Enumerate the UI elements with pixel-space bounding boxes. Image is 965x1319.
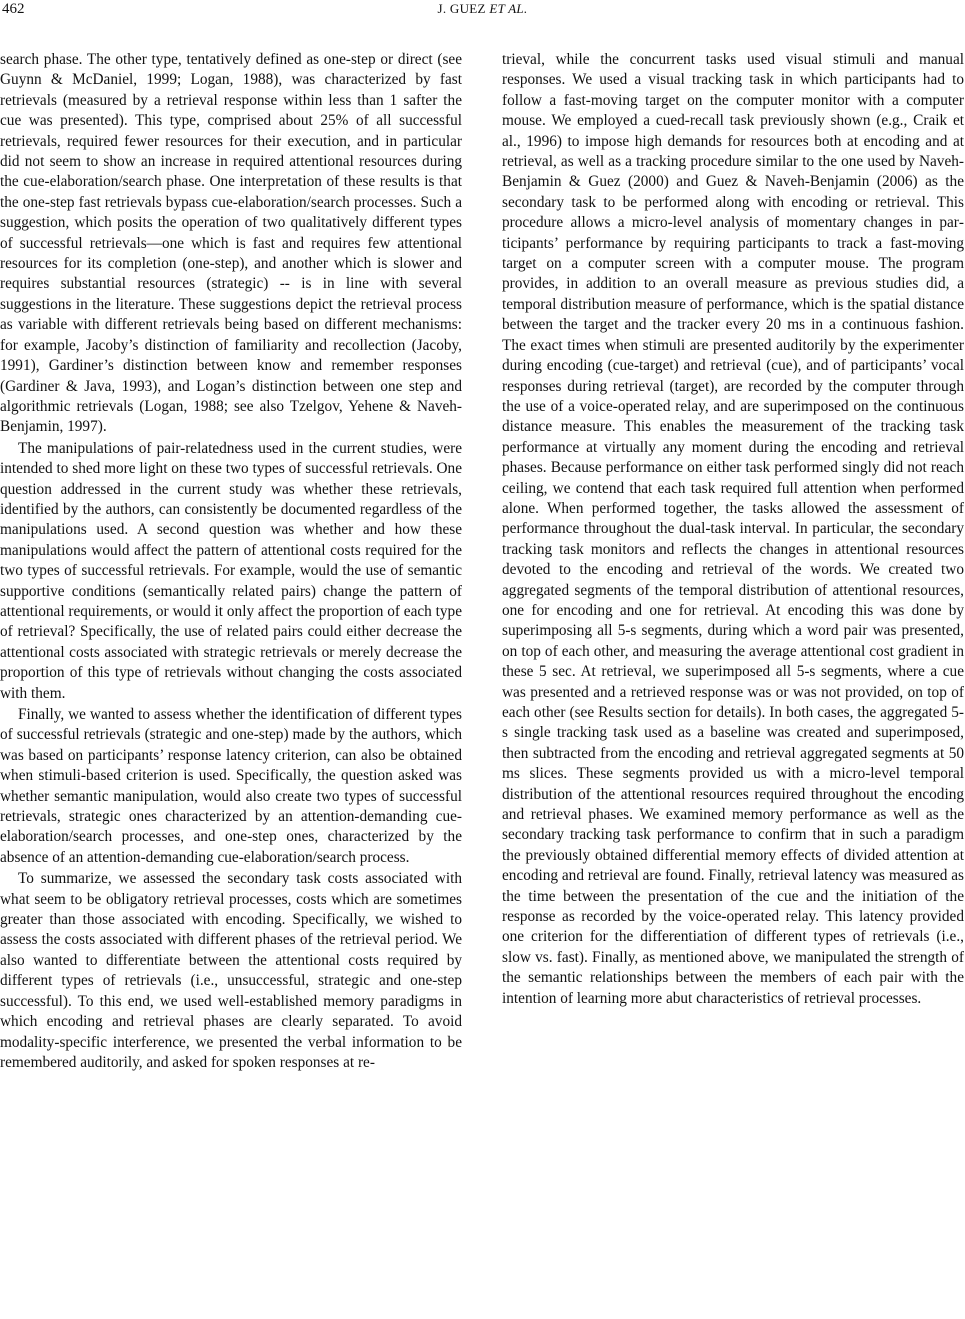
paragraph: Finally, we wanted to assess whether the identification of different types of successful retrievals (strategic and one-step) made by the authors, which was based on participants’ response latency criterion, can also be obtained when stimuli-based criterion is used. Specifically, the question asked was whether semantic manipulation, would also create two types of successful retrievals, strategic ones characterized by an attention-demanding cue-elaboration/search processes, and one-step ones, characterized by the absence of an attention-demanding cue-elaboration/search process. xyxy=(0,706,462,866)
running-head xyxy=(0,1,965,17)
paragraph: To summarize, we assessed the secondary task costs associated with what seem to be obligatory retrieval processes, costs which are sometimes greater than those associated with encoding. Specifically, we wished to assess the costs associated with different phases of the retrieval period. We also wanted to differentiate between the attentional costs required by different types of retrievals (i.e., unsuccessful, strategic and one-step successful). To this end, we used well-established memory paradigms in which encoding and retrieval phases are clearly separated. To avoid modality-specific interference, we presented the verbal information to be remembered auditorily, and asked for spoken responses at re- xyxy=(0,870,462,1071)
left-column xyxy=(0,50,462,1073)
page-header xyxy=(0,0,965,22)
paragraph: trieval, while the concurrent tasks used visual stimuli and manual responses. We used a visual tracking task in which participants had to follow a fast-moving target on the computer monitor with a computer mouse. We employed a cued-recall task previously shown (e.g., Craik et al., 1996) to impose high demands for resources both at encoding and at retrieval, as well as a tracking procedure similar to the one used by Naveh-Benjamin & Guez (2000) and Guez & Naveh-Benjamin (2006) as the secondary task to be performed along with encoding or retrieval. This procedure allows a micro-level analysis of momentary changes in participants’ performance by requiring participants to track a fast-moving target on a computer screen with a computer mouse. The program provides, in addition to an overall measure as previous studies did, a temporal distribution measure of performance, which is the spatial distance between the target and the tracker every 20 ms in a continuous fashion. The exact times when stimuli are presented auditorily by the experimenter during encoding (cue-target) and retrieval (cue), and of participants’ vocal responses during retrieval (target), are recorded by the computer through the use of a voice-operated relay, and are superimposed on the continuous distance measure. This enables the measurement of the tracking task performance at virtually any moment during the encoding and retrieval phases. Because performance on either task performed singly did not reach ceiling, we contend that each task required full attention when performed alone. When performed together, the tasks allowed the assessment of performance throughout the dual-task interval. In particular, the secondary tracking task monitors and reflects the changes in attentional resources devoted to the encoding and retrieval of the words. We created two aggregated segments of the temporal distribution of attentional resources, one for encoding and one for retrieval. At encoding this was done by superimposing all 5-s segments, during which a word pair was presented, on top of each other, and measuring the average attentional cost gradient in these 5 sec. At retrieval, we superimposed all 5-s segments, where a cue was presented and a retrieved response was or was not provided, on top of each other (see Results section for details). In both cases, the aggregated 5-s single tracking task used as a baseline was created and superimposed, then subtracted from the encoding and retrieval aggregated segments at 50 ms slices. These segments provided us with a micro-level temporal distribution of the attentional resources required throughout the encoding and retrieval phases. We examined memory performance as well as the secondary tracking task performance to confirm that in such a paradigm the previously obtained differential memory effects of divided attention at encoding and retrieval are found. Finally, retrieval latency was measured as the time between the presentation of the cue and the initiation of the response as recorded by the voice-operated relay. This latency provided one criterion for the differentiation of different types of retrievals (i.e., slow vs. fast). Finally, as mentioned above, we manipulated the strength of the semantic relationships between the members of each pair with the intention of learning more abut characteristics of retrieval processes. xyxy=(502,51,964,1007)
paragraph: The manipulations of pair-relatedness used in the current studies, were intended to shed more light on these two types of successful retrievals. One question addressed in the current study was whether these retrievals, identified by the authors, can consistently be documented regardless of the manipulations used. A second question was whether and how these manipulations would affect the pattern of attentional costs required for the two types of successful retrievals. For example, would the use of semantic supportive conditions (semantically related pairs) change the pattern of attentional requirements, or would it only affect the proportion of each type of retrieval? Specifically, the use of related pairs could either decrease the attentional costs associated with strategic retrievals or merely decrease the proportion of this type of retrievals without changing the costs associated with them. xyxy=(0,439,462,702)
running-head-et-al: ET AL. xyxy=(489,1,528,16)
running-head-authors: J. GUEZ xyxy=(437,1,490,16)
page-number: 462 xyxy=(2,1,25,17)
paragraph: search phase. The other type, tentatively defined as one-step or direct (see Guynn & McDaniel, 1999; Logan, 1988), was characterized by fast retrievals (measured by a retrieval response within less than 1 safter the cue was presented). This type, comprised about 25% of all successful retrievals, required fewer resources for their execution, and in particular did not seem to show an increase in required attentional resources during the cue-elaboration/search phase. One interpretation of these results is that the one-step fast retrievals bypass cue-elaboration/search processes. Such a suggestion, which posits the operation of two qualitatively different types of successful retrievals—one which is fast and requires few attentional resources for its completion (one-step), and another which is slower and requires substantial resources (strategic) -- is in line with several suggestions in the literature. These suggestions depict the retrieval process as variable with different retrievals being based on different mechanisms: for example, Jacoby’s distinction of familiarity and recollection (Jacoby, 1991), Gardiner’s distinction between know and remember responses (Gardiner & Java, 1993), and Logan’s distinction between one step and algorithmic retrievals (Logan, 1988; see also Tzelgov, Yehene & Naveh-Benjamin, 1997). xyxy=(0,51,462,436)
right-column xyxy=(502,50,964,1009)
